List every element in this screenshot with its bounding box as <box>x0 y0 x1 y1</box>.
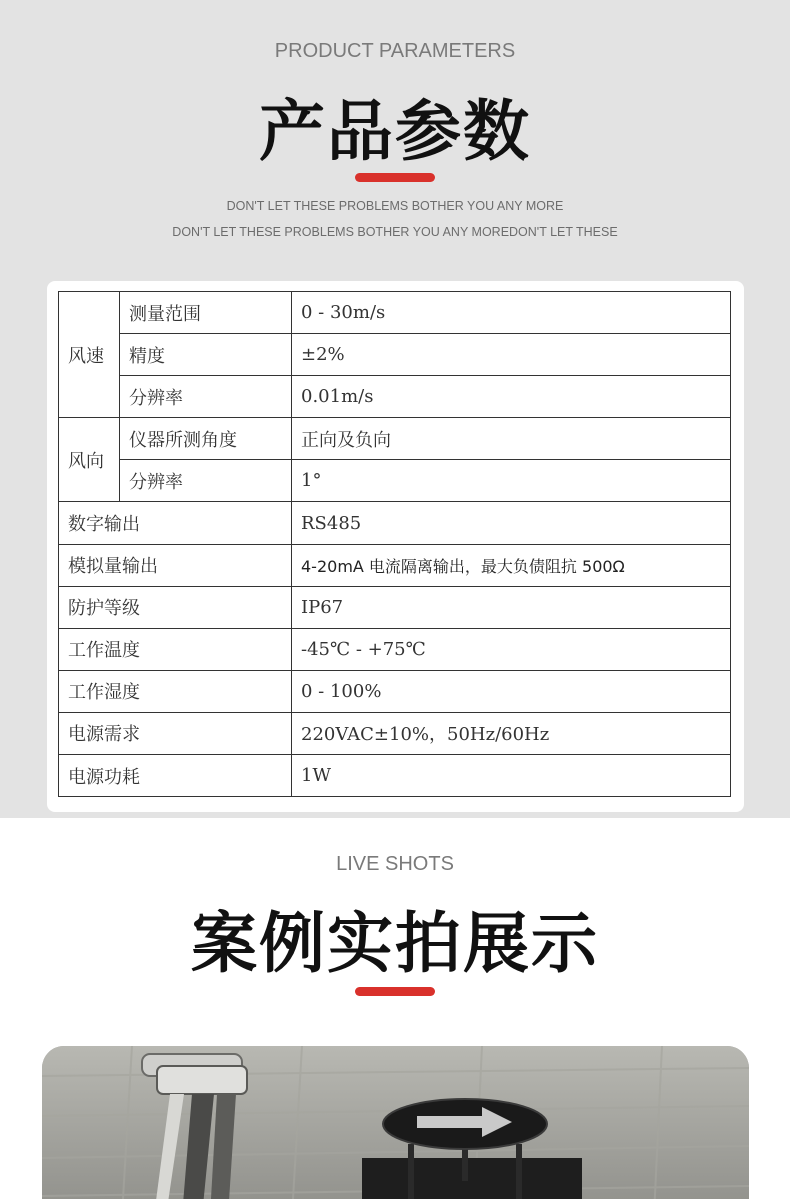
table-row <box>59 755 731 797</box>
parameters-table <box>58 291 731 797</box>
param-value: 220VAC±10%，50Hz/60Hz <box>292 712 731 754</box>
title-underline-bar <box>355 173 435 182</box>
section-title: 产品参数 <box>259 93 531 170</box>
param-value: ±2% <box>292 334 731 376</box>
parameters-card <box>47 281 744 812</box>
param-label: 电源需求 <box>59 712 292 754</box>
param-value: 正向及负向 <box>292 418 731 460</box>
param-label: 工作温度 <box>59 628 292 670</box>
live-section-title: 案例实拍展示 <box>191 905 599 982</box>
param-label: 仪器所测角度 <box>120 418 292 460</box>
section-note-line-2: DON'T LET THESE PROBLEMS BOTHER YOU ANY MOREDON'T LET THESE <box>172 225 618 239</box>
param-value: 1W <box>292 755 731 797</box>
param-value: -45℃ - +75℃ <box>292 628 731 670</box>
param-value: 0 - 100% <box>292 670 731 712</box>
table-row <box>59 292 731 334</box>
live-shot-photo <box>42 1046 749 1199</box>
table-row <box>59 670 731 712</box>
param-value: IP67 <box>292 586 731 628</box>
live-title-underline-bar <box>355 987 435 996</box>
param-label: 分辨率 <box>120 460 292 502</box>
table-row <box>59 544 731 586</box>
table-row <box>59 460 731 502</box>
table-row <box>59 586 731 628</box>
param-value: 0 - 30m/s <box>292 292 731 334</box>
live-shot-illustration <box>42 1046 749 1199</box>
param-label: 防护等级 <box>59 586 292 628</box>
group-label-wind-speed: 风速 <box>59 292 120 418</box>
param-label: 分辨率 <box>120 376 292 418</box>
table-row <box>59 628 731 670</box>
param-label: 工作湿度 <box>59 670 292 712</box>
section-subtitle: PRODUCT PARAMETERS <box>274 40 516 62</box>
param-label: 数字输出 <box>59 502 292 544</box>
table-row <box>59 418 731 460</box>
table-row <box>59 712 731 754</box>
param-value: RS485 <box>292 502 731 544</box>
group-label-wind-direction: 风向 <box>59 418 120 502</box>
section-note-line-1: DON'T LET THESE PROBLEMS BOTHER YOU ANY MORE <box>226 199 564 213</box>
param-value: 0.01m/s <box>292 376 731 418</box>
live-section-subtitle: LIVE SHOTS <box>336 853 454 875</box>
table-row <box>59 334 731 376</box>
param-label: 模拟量输出 <box>59 544 292 586</box>
param-value: 1° <box>292 460 731 502</box>
table-row <box>59 502 731 544</box>
param-value: 4-20mA 电流隔离输出，最大负债阻抗 500Ω <box>292 544 731 586</box>
param-label: 精度 <box>120 334 292 376</box>
table-row <box>59 376 731 418</box>
param-label: 测量范围 <box>120 292 292 334</box>
param-label: 电源功耗 <box>59 755 292 797</box>
